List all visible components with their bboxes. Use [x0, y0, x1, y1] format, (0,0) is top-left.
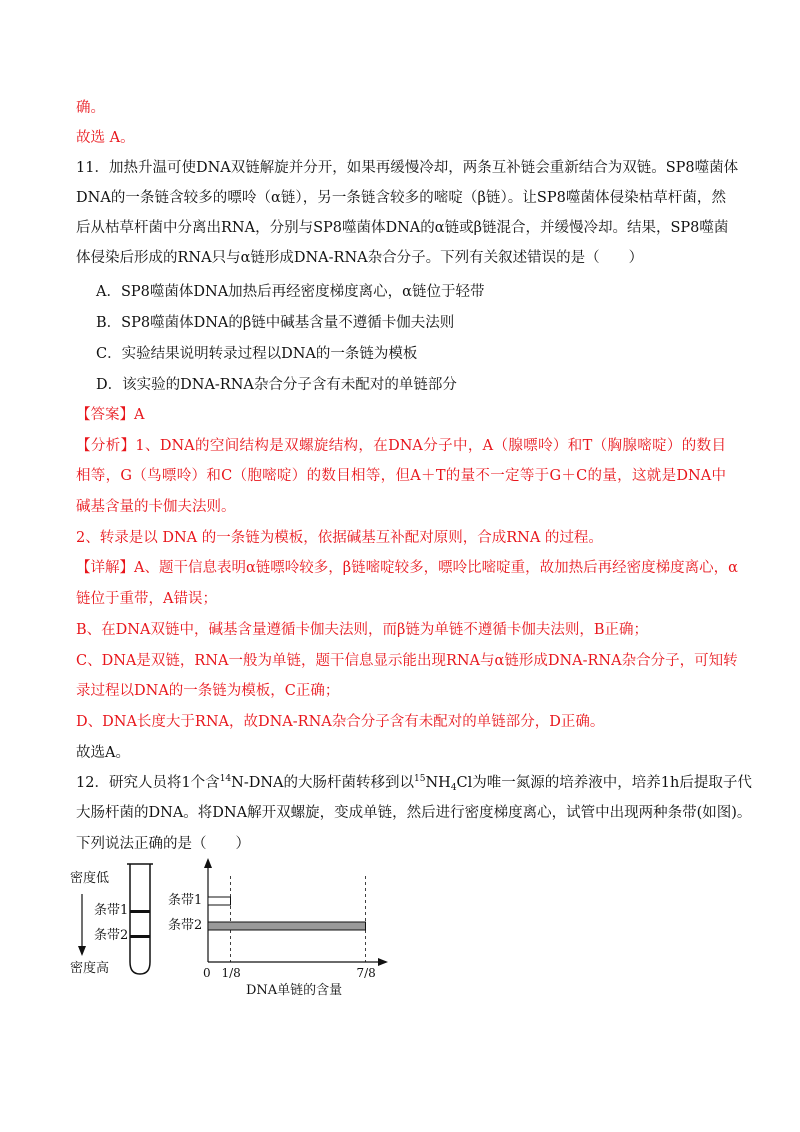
tube-outline — [130, 864, 150, 974]
option-a: A．SP8噬菌体DNA加热后再经密度梯度离心，α链位于轻带 — [96, 284, 485, 300]
detail-line: B、在DNA双链中，碱基含量遵循卡伽夫法则，而β链为单链不遵循卡伽夫法则，B正确； — [76, 622, 648, 638]
question-11-line: 后从枯草杆菌中分离出RNA，分别与SP8噬菌体DNA的α链或β链混合，并缓慢冷却。结果，SP8噬菌 — [76, 220, 729, 236]
detail-line: D、DNA长度大于RNA，故DNA-RNA杂合分子含有未配对的单链部分，D正确。 — [76, 714, 605, 730]
tube-band-1 — [130, 910, 150, 913]
band-figure — [68, 858, 388, 1008]
answer-line: 【答案】A — [76, 407, 145, 423]
bar-chart — [204, 858, 388, 966]
density-high-label: 密度高 — [70, 961, 110, 976]
tube-band-1-label: 条带1 — [94, 903, 129, 918]
option-b: B．SP8噬菌体DNA的β链中碱基含量不遵循卡伽夫法则 — [96, 315, 455, 331]
analysis-line: 2、转录是以 DNA 的一条链为模板，依据碱基互补配对原则，合成RNA 的过程。 — [76, 530, 603, 546]
density-arrow-head — [78, 946, 86, 956]
option-d: D．该实验的DNA-RNA杂合分子含有未配对的单链部分 — [96, 377, 457, 393]
question-11-line: DNA的一条链含较多的嘌呤（α链），另一条链含较多的嘧啶（β链）。让SP8噬菌体侵染枯草杆菌，然 — [76, 190, 726, 206]
text-line: 确。 — [76, 100, 105, 116]
question-11-line: 11．加热升温可使DNA双链解旋并分开，如果再缓慢冷却，两条互补链会重新结合为双链。SP8噬菌体 — [76, 160, 739, 176]
text-line: 故选 A。 — [76, 130, 135, 146]
tube-band-2 — [130, 935, 150, 938]
x-axis-title: DNA单链的含量 — [246, 983, 343, 998]
detail-line: C、DNA是双链，RNA一般为单链，题干信息显示能出现RNA与α链形成DNA-RNA杂合分子，可知转 — [76, 653, 738, 669]
analysis-line: 相等，G（鸟嘌呤）和C（胞嘧啶）的数目相等，但A＋T的量不一定等于G＋C的量，这就是DNA中 — [76, 468, 726, 484]
analysis-line: 【分析】1、DNA的空间结构是双螺旋结构，在DNA分子中，A（腺嘌呤）和T（胸腺嘧啶）的数目 — [76, 438, 726, 454]
tube-band-2-label: 条带2 — [94, 928, 129, 943]
bar-label-band-1: 条带1 — [168, 893, 203, 908]
option-c: C．实验结果说明转录过程以DNA的一条链为模板 — [96, 346, 418, 362]
detail-line: 【详解】A、题干信息表明α链嘌呤较多，β链嘧啶较多，嘌呤比嘧啶重，故加热后再经密度梯度离心，α — [76, 560, 738, 576]
detail-line: 链位于重带，A错误； — [76, 591, 217, 607]
density-low-label: 密度低 — [70, 871, 110, 886]
question-11-line: 体侵染后形成的RNA只与α链形成DNA-RNA杂合分子。下列有关叙述错误的是（ ） — [76, 250, 644, 266]
x-tick-0: 0 — [203, 966, 211, 980]
question-12-line: 12．研究人员将1个含$^{14}$N-DNA的大肠杆菌转移到以$^{15}NH_4Cl$为唯一氮源的培养液中，培养1h后提取子代 — [76, 774, 752, 793]
detail-line: 录过程以DNA的一条链为模板，C正确； — [76, 683, 340, 699]
question-12-line: 下列说法正确的是（ ） — [76, 836, 250, 852]
analysis-line: 碱基含量的卡伽夫法则。 — [76, 499, 236, 515]
bar-band-1 — [208, 897, 231, 905]
x-tick-7-8: 7/8 — [356, 966, 376, 980]
bar-label-band-2: 条带2 — [168, 918, 203, 933]
question-12-line: 大肠杆菌的DNA。将DNA解开双螺旋，变成单链，然后进行密度梯度离心，试管中出现两种条带(如图)。 — [76, 805, 752, 821]
x-axis-arrow — [378, 958, 388, 966]
x-tick-1-8: 1/8 — [221, 966, 241, 980]
y-axis-arrow — [204, 858, 212, 868]
text-line: 故选A。 — [76, 745, 130, 761]
bar-band-2 — [208, 922, 366, 930]
